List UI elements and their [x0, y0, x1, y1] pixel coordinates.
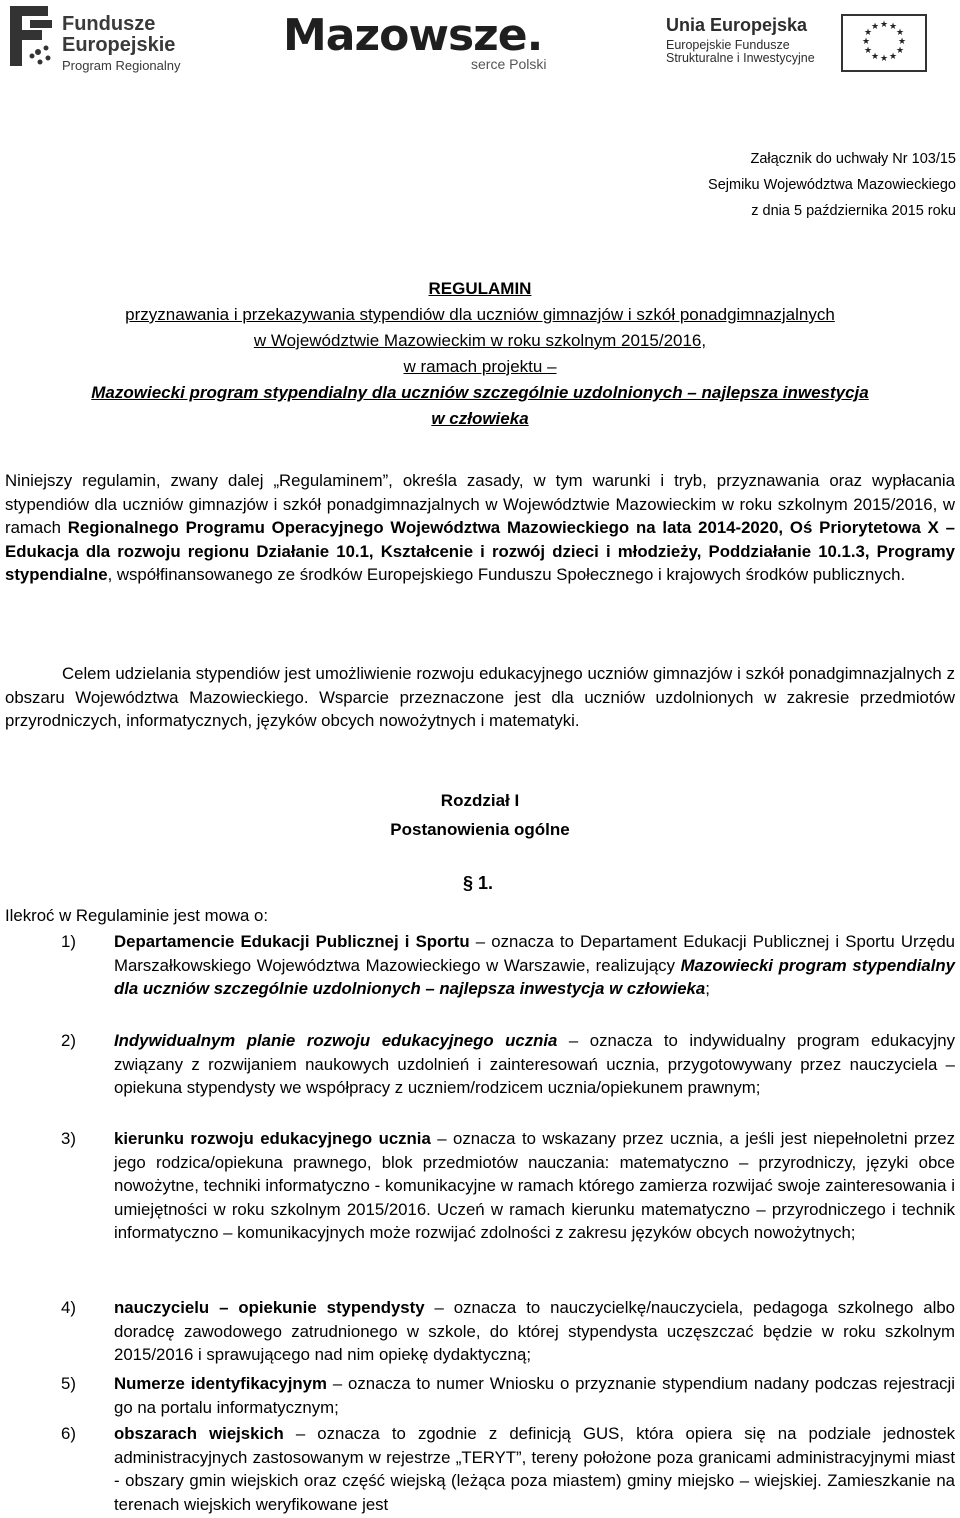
fe-logo-line1: Fundusze: [62, 13, 156, 35]
definition-term: nauczycielu – opiekunie stypendysty: [114, 1298, 425, 1317]
intro-program-name: Regionalnego Programu Operacyjnego Województwa Mazowieckiego na lata 2014-2020, Oś Priorytetowa X – Edukacja dla rozwoju regionu Działanie 10.1, Kształcenie i rozwój dzieci i młodzieży, Poddziałanie 10.1.3, Programy stypendialne: [5, 518, 955, 584]
title-line4: Mazowiecki program stypendialny dla uczniów szczególnie uzdolnionych – najlepsza inwestycja: [91, 383, 869, 402]
document-title: [0, 276, 960, 432]
svg-text:★: ★: [879, 20, 889, 30]
svg-text:★: ★: [863, 28, 873, 38]
mazowsze-logo: [283, 10, 583, 74]
definition-item: [5, 930, 955, 1001]
title-line1: przyznawania i przekazywania stypendiów dla uczniów gimnazjów i szkół ponadgimnazjalnych: [125, 305, 835, 324]
svg-text:★: ★: [870, 52, 880, 62]
definition-item: [5, 1029, 955, 1100]
mazowsze-logo-tagline: serce Polski: [471, 56, 547, 72]
definition-text: – oznacza to indywidualny program edukacyjny związany z rozwijaniem naukowych uzdolnień i zainteresowań ucznia, przygotowywany przez nauczyciela – opiekuna stypendysty we współpracy z uczniem/rodzicem ucznia/opiekunem prawnym;: [114, 1031, 955, 1097]
svg-text:★: ★: [895, 46, 905, 56]
chapter-number: Rozdział I: [440, 791, 520, 810]
page-header: [0, 0, 960, 80]
definition-text: – oznacza to Departament Edukacji Publicznej i Sportu Urzędu Marszałkowskiego Województwa Mazowieckiego w Warszawie, realizujący: [114, 932, 955, 975]
title-line2: w Województwie Mazowieckim w roku szkolnym 2015/2016,: [253, 331, 707, 350]
ue-logo-line3: Strukturalne i Inwestycyjne: [666, 51, 815, 66]
definition-item: [5, 1296, 955, 1367]
svg-text:★: ★: [895, 28, 905, 38]
definition-number: 6): [61, 1424, 76, 1443]
intro-text-1: Niniejszy regulamin, zwany dalej „Regulaminem”, określa zasady, w tym warunki i tryb, przyznawania oraz wypłacania stypendiów dla uczniów gimnazjów i szkół ponadgimnazjalnych w Województwie Mazowieckim w roku szkolnym 2015/2016, w ramach: [5, 471, 955, 537]
definition-term: Indywidualnym planie rozwoju edukacyjnego ucznia: [114, 1031, 558, 1050]
fe-logo-line3: Program Regionalny: [62, 58, 181, 73]
fundusze-europejskie-icon: [8, 4, 54, 68]
definition-term: obszarach wiejskich: [114, 1424, 284, 1443]
svg-text:★: ★: [870, 22, 880, 32]
chapter-title: Postanowienia ogólne: [390, 820, 570, 839]
definition-italic: Mazowiecki program stypendialny dla uczniów szczególnie uzdolnionych – najlepsza inwestycja w człowieka: [114, 955, 955, 998]
annex-line1: Załącznik do uchwały Nr 103/15: [750, 151, 956, 167]
mazowsze-logo-word: Mazowsze.: [283, 10, 543, 61]
fundusze-europejskie-logo: [8, 4, 193, 74]
definition-number: 4): [61, 1298, 76, 1317]
title-line5: w człowieka: [431, 409, 529, 428]
definition-number: 5): [61, 1374, 76, 1393]
definition-item: [5, 1127, 955, 1245]
title-line3: w ramach projektu –: [403, 357, 557, 376]
eu-stars-icon: [843, 16, 925, 70]
purpose-paragraph: Celem udzielania stypendiów jest umożliwienie rozwoju edukacyjnego uczniów gimnazjów i szkół ponadgimnazjalnych z obszaru Województwa Mazowieckiego. Wsparcie przeznaczone jest dla uczniów uzdolnionych w zakresie przedmiotów przyrodniczych, informatycznych, języków obcych nowożytnych i matematyki.: [5, 664, 955, 730]
fe-logo-line2: Europejskie: [62, 34, 176, 56]
annex-line3: z dnia 5 października 2015 roku: [751, 203, 956, 219]
definition-number: 1): [61, 932, 76, 951]
intro-text-2: , współfinansowanego ze środków Europejskiego Funduszu Społecznego i krajowych środków publicznych.: [107, 565, 906, 584]
eu-flag-icon: [841, 14, 927, 72]
definition-term: kierunku rozwoju edukacyjnego ucznia: [114, 1129, 431, 1148]
definition-number: 3): [61, 1129, 76, 1148]
svg-text:★: ★: [888, 22, 898, 32]
section-number: § 1.: [463, 873, 494, 893]
definition-tail: ;: [705, 979, 710, 998]
definition-text: – oznacza to wskazany przez ucznia, a jeśli jest niepełnoletni przez jego rodzica/opiekuna prawnego, blok przedmiotów nauczania: matematyczno – przyrodniczy, języki obce nowożytne, techniki informatyczno - komunikacyjne w ramach którego zamierza rozwijać swoje zainteresowania i umiejętności w roku szkolnym 2015/2016. Uczeń w ramach kierunku matematyczno – przyrodniczego i technik informatyczno – komunikacyjnych może rozwijać zdolności z zakresu języków obcych nowożytnych;: [114, 1129, 955, 1242]
intro-paragraph: [5, 469, 955, 587]
definition-item: [5, 1422, 955, 1516]
ue-logo-line1: Unia Europejska: [666, 15, 808, 35]
title-main: REGULAMIN: [428, 279, 532, 298]
definition-text: – oznacza to zgodnie z definicją GUS, która opiera się na podziale jednostek administracyjnych zastosowanym w rejestrze „TERYT”, tereny położone poza granicami administracyjnymi miast - obszary gmin wiejskich oraz część wiejską (leżąca poza miastem) gminy miejsko – wiejskiej. Zamieszkanie na terenach wiejskich weryfikowane jest: [114, 1424, 955, 1514]
annex-line2: Sejmiku Województwa Mazowieckiego: [708, 177, 956, 193]
definition-text: – oznacza to numer Wniosku o przyznanie stypendium nadany podczas rejestracji go na portalu informatycznym;: [114, 1374, 955, 1417]
definition-term: Departamencie Edukacji Publicznej i Sportu: [114, 932, 470, 951]
section-intro: Ilekroć w Regulaminie jest mowa o:: [5, 906, 269, 925]
ue-logo-line2: Europejskie Fundusze: [666, 37, 790, 52]
svg-text:★: ★: [897, 37, 907, 47]
definition-item: [5, 1372, 955, 1419]
svg-text:★: ★: [861, 37, 871, 47]
definition-text: – oznacza to nauczycielkę/nauczyciela, pedagoga szkolnego albo doradcę zawodowego zatrudnionego w szkole, do której stypendysta uczęszczać będzie w roku szkolnym 2015/2016 i sprawującego nad nim opiekę dydaktyczną;: [114, 1298, 955, 1364]
svg-text:★: ★: [879, 54, 889, 64]
definition-number: 2): [61, 1031, 76, 1050]
annex-note: [708, 146, 956, 224]
svg-text:★: ★: [863, 46, 873, 56]
unia-europejska-logo: [666, 14, 936, 76]
svg-text:★: ★: [888, 52, 898, 62]
definition-term: Numerze identyfikacyjnym: [114, 1374, 327, 1393]
